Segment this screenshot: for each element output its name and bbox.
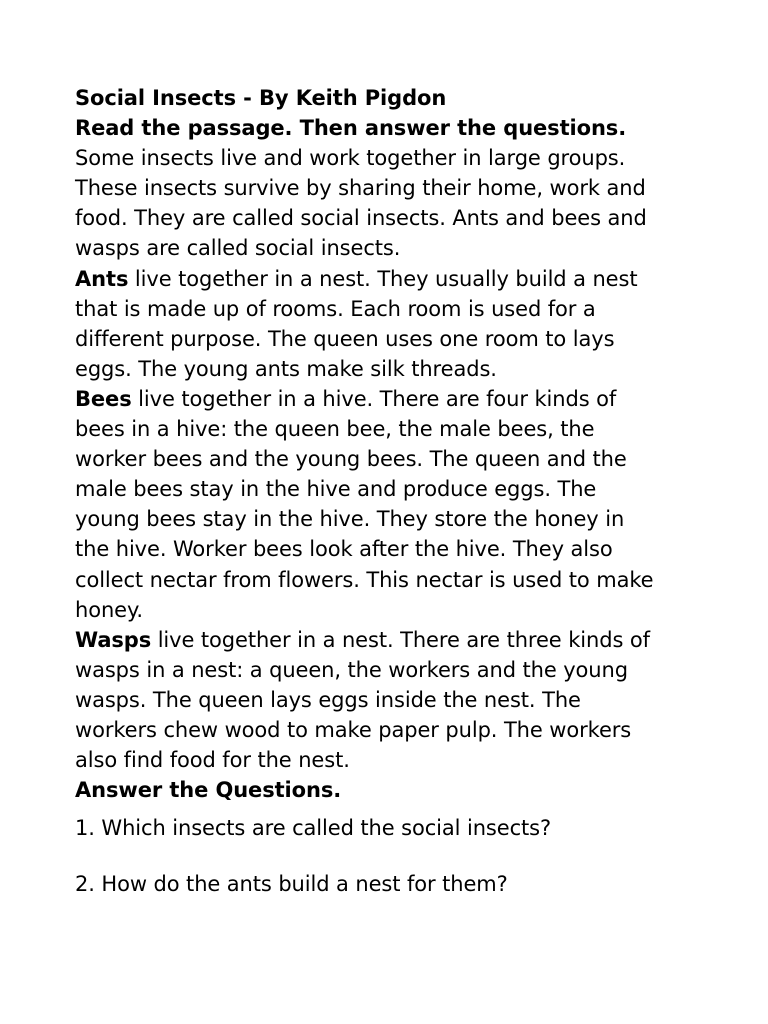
bees-first-line: [75, 384, 745, 414]
worksheet-page: [75, 83, 745, 899]
ants-first-line-text: live together in a nest. They usually build a nest: [128, 266, 638, 291]
intro-line: food. They are called social insects. Ants and bees and: [75, 206, 647, 231]
wasps-paragraph: [75, 625, 745, 775]
page-title: Social Insects - By Keith Pigdon: [75, 86, 447, 110]
bees-line: young bees stay in the hive. They store the honey in: [75, 507, 625, 532]
ants-line: that is made up of rooms. Each room is used for a: [75, 296, 596, 321]
ants-line: different purpose. The queen uses one room to lays: [75, 326, 615, 351]
intro-line: wasps are called social insects.: [75, 236, 401, 261]
question-item: 1. Which insects are called the social insects?: [75, 816, 552, 841]
wasps-line: wasps. The queen lays eggs inside the nest. The: [75, 687, 581, 712]
bees-line: the hive. Worker bees look after the hive. They also: [75, 537, 613, 562]
bees-heading: Bees: [75, 386, 132, 411]
bees-line: honey.: [75, 597, 143, 622]
ants-first-line: [75, 264, 745, 294]
bees-first-line-text: live together in a hive. There are four kinds of: [131, 386, 617, 411]
question-item: 2. How do the ants build a nest for them?: [75, 872, 508, 897]
intro-line: Some insects live and work together in large groups.: [75, 146, 626, 171]
wasps-heading: Wasps: [75, 627, 152, 652]
questions-heading: Answer the Questions.: [75, 778, 342, 803]
ants-heading: Ants: [75, 266, 129, 291]
wasps-first-line: [75, 625, 745, 655]
bees-line: collect nectar from flowers. This nectar is used to make: [75, 567, 654, 592]
bees-line: bees in a hive: the queen bee, the male bees, the: [75, 417, 595, 442]
intro-line: These insects survive by sharing their home, work and: [75, 176, 646, 201]
instruction-text: Read the passage. Then answer the questions.: [75, 116, 627, 141]
ants-paragraph: [75, 264, 745, 384]
wasps-line: workers chew wood to make paper pulp. The workers: [75, 717, 632, 742]
wasps-line: also find food for the nest.: [75, 748, 350, 773]
bees-line: male bees stay in the hive and produce eggs. The: [75, 477, 597, 502]
intro-paragraph: [75, 143, 745, 263]
wasps-line: wasps in a nest: a queen, the workers and the young: [75, 657, 628, 682]
bees-paragraph: [75, 384, 745, 625]
wasps-first-line-text: live together in a nest. There are three kinds of: [151, 627, 650, 652]
ants-line: eggs. The young ants make silk threads.: [75, 356, 497, 381]
bees-line: worker bees and the young bees. The queen and the: [75, 447, 627, 472]
